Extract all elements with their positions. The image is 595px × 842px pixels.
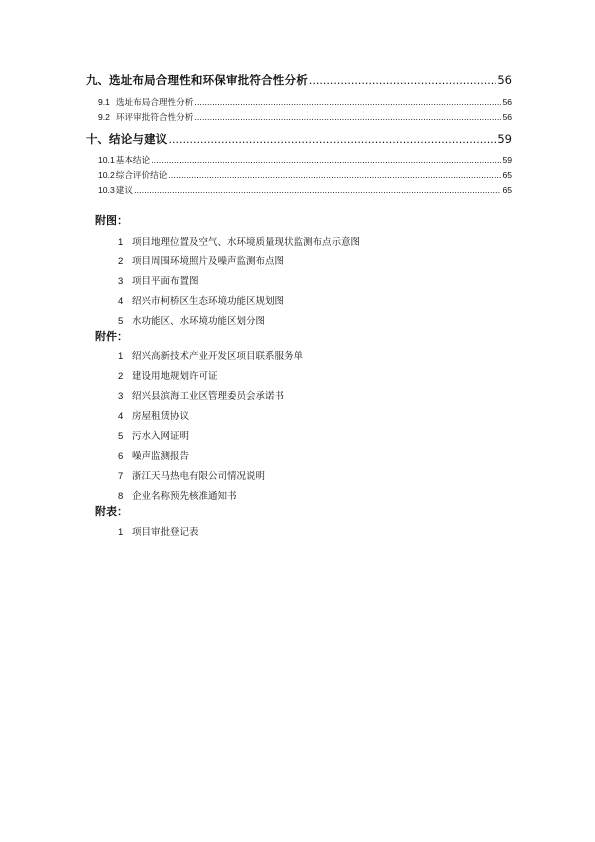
figure-item [118,273,199,287]
table-item [118,524,199,538]
attachment-item [118,448,189,462]
toc-entry-number: 10.3 [98,185,115,195]
item-text: 项目地理位置及空气、水环境质量现状监测布点示意图 [132,237,361,248]
toc-entry-title: 环评审批符合性分析 [115,113,194,123]
toc-entry-number: 10.1 [98,155,115,165]
toc-entry-number: 9.1 [98,97,110,107]
item-text: 浙江天马热电有限公司情况说明 [132,471,266,482]
item-text: 绍兴市柯桥区生态环境功能区规划图 [132,296,285,307]
toc-entry-number: 9.2 [98,112,110,122]
attachment-item [118,408,189,422]
toc-leader-dots [168,171,501,180]
toc-entry-title: 综合评价结论 [115,171,168,181]
figures-heading: 附图： [95,214,128,227]
item-number: 2 [118,371,124,382]
toc-entry-number: 九、 [86,73,109,87]
toc-leader-dots [194,98,501,107]
toc-leader-dots [169,133,497,146]
toc-entry-title: 结论与建议 [109,132,168,146]
item-number: 5 [118,431,124,442]
toc-leader-dots [309,74,496,87]
item-number: 3 [118,391,124,402]
toc-entry-10-3[interactable] [98,184,512,196]
toc-entry-9-2[interactable] [98,111,512,123]
item-text: 污水入网证明 [132,431,190,442]
toc-entry-title: 选址布局合理性和环保审批符合性分析 [109,73,308,87]
figure-item [118,253,284,267]
toc-entry-page: 56 [497,73,512,87]
item-number: 7 [118,471,124,482]
item-number: 4 [118,411,124,422]
attachment-item [118,488,237,502]
toc-entry-title: 基本结论 [115,156,151,166]
toc-entry-page: 59 [497,132,512,146]
item-number: 4 [118,296,124,307]
toc-entry-page: 56 [502,112,512,122]
attachment-item [118,468,265,482]
item-text: 项目周围环境照片及噪声监测布点图 [132,256,285,267]
toc-entry-chapter-9[interactable] [86,72,512,88]
toc-entry-page: 65 [502,185,512,195]
toc-entry-10-2[interactable] [98,169,512,181]
attachment-item [118,348,303,362]
toc-leader-dots [134,186,502,195]
toc-entry-9-1[interactable] [98,96,512,108]
toc-entry-chapter-10[interactable] [86,131,512,147]
item-text: 水功能区、水环境功能区划分图 [132,316,266,327]
item-text: 建设用地规划许可证 [132,371,218,382]
item-text: 房屋租赁协议 [132,411,190,422]
item-number: 1 [118,351,124,362]
figure-item [118,293,284,307]
item-number: 1 [118,527,124,538]
attachment-item [118,428,189,442]
toc-entry-title: 选址布局合理性分析 [115,98,194,108]
item-number: 2 [118,256,124,267]
item-number: 6 [118,451,124,462]
attachment-item [118,368,218,382]
item-text: 企业名称预先核准通知书 [132,491,237,502]
tables-heading: 附表： [95,505,128,518]
toc-leader-dots [151,156,501,165]
toc-leader-dots [194,113,501,122]
item-text: 噪声监测报告 [132,451,190,462]
item-text: 项目平面布置图 [132,276,199,287]
item-text: 绍兴高新技术产业开发区项目联系服务单 [132,351,304,362]
toc-entry-number: 十、 [86,132,109,146]
figure-item [118,234,360,248]
attachment-item [118,388,284,402]
item-number: 8 [118,491,124,502]
toc-entry-number: 10.2 [98,170,115,180]
item-text: 绍兴县滨海工业区管理委员会承诺书 [132,391,285,402]
toc-entry-title: 建议 [115,186,133,196]
attachments-heading: 附件： [95,330,128,343]
item-number: 5 [118,316,124,327]
toc-entry-page: 59 [502,155,512,165]
item-text: 项目审批登记表 [132,527,199,538]
toc-entry-page: 56 [502,97,512,107]
figure-item [118,313,265,327]
item-number: 1 [118,237,124,248]
toc-entry-10-1[interactable] [98,154,512,166]
item-number: 3 [118,276,124,287]
toc-entry-page: 65 [502,170,512,180]
